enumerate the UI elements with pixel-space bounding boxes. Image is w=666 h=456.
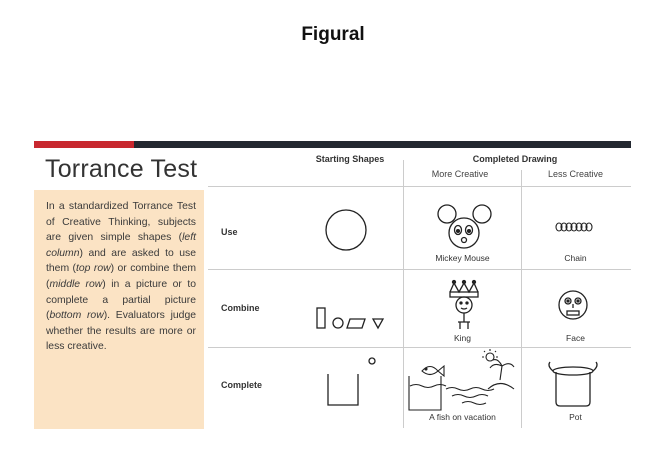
description-emphasis: bottom row — [49, 310, 104, 322]
header-more-creative: More Creative — [431, 169, 489, 179]
face-illustration — [559, 291, 587, 319]
caption-mickey-mouse: Mickey Mouse — [435, 253, 490, 263]
description-emphasis: left column — [46, 232, 196, 259]
description-text: ) or combine them ( — [46, 263, 196, 290]
row-label-combine: Combine — [221, 303, 260, 313]
description-emphasis: middle row — [49, 278, 103, 290]
king-illustration — [450, 281, 478, 330]
fish-on-vacation-illustration — [409, 349, 514, 410]
complete-starting-shape — [328, 358, 375, 405]
description-text: ) in a picture or to complete a partial picture ( — [46, 278, 196, 322]
caption-fish-on-vacation: A fish on vacation — [429, 412, 496, 422]
description-text: ). Evaluators judge whether the results are more or less creative. — [46, 310, 196, 353]
combine-starting-shapes — [317, 308, 383, 328]
header-less-creative: Less Creative — [547, 169, 604, 179]
header-completed-drawing: Completed Drawing — [472, 154, 558, 164]
page-title: Figural — [301, 24, 365, 45]
mickey-mouse-illustration — [438, 205, 491, 248]
starting-circle-illustration — [326, 210, 366, 250]
sidebar-title: Torrance Test — [45, 155, 198, 183]
row-label-complete: Complete — [221, 380, 263, 390]
description-text: In a standardized Torrance Test of Creative Thinking, subjects are given simple shapes ( — [46, 201, 196, 244]
chain-illustration — [556, 223, 592, 231]
caption-pot: Pot — [569, 412, 582, 422]
caption-king: King — [453, 333, 471, 343]
description-emphasis: top row — [76, 263, 111, 275]
pot-illustration — [549, 362, 597, 406]
caption-chain: Chain — [564, 253, 587, 263]
header-starting-shapes: Starting Shapes — [315, 154, 385, 164]
row-label-use: Use — [221, 227, 238, 237]
description-text: ) and are asked to use them ( — [46, 247, 196, 275]
caption-face: Face — [566, 333, 585, 343]
